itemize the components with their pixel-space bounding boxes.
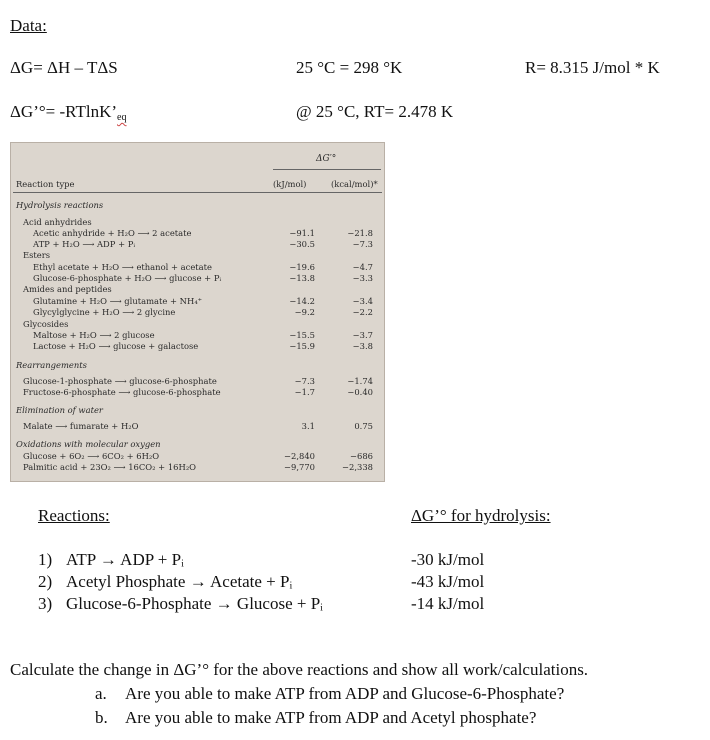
table-row-label: ATP + H₂O ⟶ ADP + Pᵢ (33, 239, 136, 249)
reaction-equation: Glucose-6-Phosphate → Glucose + Pᵢ (66, 594, 323, 613)
table-row-kcal: −686 (349, 451, 373, 461)
table-row-kj: 3.1 (301, 421, 315, 431)
table-row-label: Palmitic acid + 23O₂ ⟶ 16CO₂ + 16H₂O (23, 462, 197, 472)
table-header-rule (273, 169, 381, 170)
table-row-kcal: −3.8 (352, 341, 373, 351)
table-row-label: Hydrolysis reactions (16, 200, 104, 210)
reaction-number: 3) (38, 594, 53, 613)
table-row-kj: −1.7 (294, 387, 315, 397)
table-row-label: Amides and peptides (23, 284, 112, 294)
reaction-number: 1) (38, 550, 53, 569)
table-row-label: Glycylglycine + H₂O ⟶ 2 glycine (33, 307, 176, 317)
equilibrium-subscript: eq (117, 112, 127, 123)
table-row-kj: −15.5 (289, 330, 315, 340)
reaction-dg-value: -14 kJ/mol (411, 594, 485, 613)
table-row-kcal: −2.2 (352, 307, 373, 317)
table-row-kcal: −3.4 (352, 296, 373, 306)
table-row-kcal: −4.7 (352, 262, 373, 272)
table-row-kj: −30.5 (289, 239, 315, 249)
table-col-type: Reaction type (16, 179, 75, 189)
table-row-kj: −2,840 (284, 451, 315, 461)
table-row-kcal: −3.7 (352, 330, 373, 340)
table-row-kcal: −2,338 (342, 462, 373, 472)
reaction-item (38, 550, 184, 570)
table-col-kcal: (kcal/mol)* (331, 179, 378, 189)
question-label: a. (95, 684, 107, 703)
reaction-equation: Acetyl Phosphate → Acetate + Pᵢ (66, 572, 293, 591)
reaction-item (38, 594, 323, 614)
table-row-label: Acid anhydrides (23, 217, 92, 227)
equilibrium-equation-main: ΔG’°= -RTlnK’ (10, 102, 118, 121)
table-dg-header: ΔG′° (316, 154, 337, 164)
reaction-number: 2) (38, 572, 53, 591)
table-row-kj: −9.2 (294, 307, 315, 317)
reaction-dg-value: -30 kJ/mol (411, 550, 485, 569)
table-row-label: Glucose + 6O₂ ⟶ 6CO₂ + 6H₂O (23, 451, 160, 461)
table-row-kj: −91.1 (289, 228, 315, 238)
reaction-equation: ATP → ADP + Pᵢ (66, 550, 184, 569)
table-row-label: Elimination of water (16, 405, 103, 415)
table-row-label: Lactose + H₂O ⟶ glucose + galactose (33, 341, 199, 351)
gibbs-equation: ΔG= ΔH – TΔS (10, 58, 118, 77)
table-row-kcal: 0.75 (354, 421, 373, 431)
table-row-kcal: −3.3 (352, 273, 373, 283)
table-row-label: Oxidations with molecular oxygen (16, 439, 161, 449)
table-row-label: Glucose-6-phosphate + H₂O ⟶ glucose + Pᵢ (33, 273, 222, 283)
table-top-rule (13, 192, 382, 193)
rt-value: @ 25 °C, RT= 2.478 K (296, 102, 454, 121)
temperature-conversion: 25 °C = 298 °K (296, 58, 403, 77)
table-row-label: Acetic anhydride + H₂O ⟶ 2 acetate (33, 228, 192, 238)
hydrolysis-heading: ΔG’° for hydrolysis: (411, 506, 551, 525)
data-heading: Data: (10, 16, 47, 35)
table-row-kcal: −1.74 (347, 376, 373, 386)
free-energy-table-scan (10, 142, 385, 482)
table-row-kj: −15.9 (289, 341, 315, 351)
table-row-label: Maltose + H₂O ⟶ 2 glucose (33, 330, 155, 340)
question-text: Are you able to make ATP from ADP and Acetyl phosphate? (125, 708, 537, 727)
table-row-label: Esters (23, 250, 51, 260)
question-item (95, 684, 564, 704)
reaction-item (38, 572, 292, 592)
table-row-label: Glucose-1-phosphate ⟶ glucose-6-phosphate (23, 376, 217, 386)
question-label: b. (95, 708, 108, 727)
gas-constant: R= 8.315 J/mol * K (525, 58, 660, 77)
table-row-label: Rearrangements (16, 360, 87, 370)
table-row-label: Malate ⟶ fumarate + H₂O (23, 421, 139, 431)
table-row-kj: −7.3 (294, 376, 315, 386)
table-row-kj: −19.6 (289, 262, 315, 272)
table-row-label: Ethyl acetate + H₂O ⟶ ethanol + acetate (33, 262, 212, 272)
table-row-kj: −13.8 (289, 273, 315, 283)
reaction-dg-value: -43 kJ/mol (411, 572, 485, 591)
table-row-label: Glutamine + H₂O ⟶ glutamate + NH₄⁺ (33, 296, 203, 306)
table-col-kj: (kJ/mol) (273, 179, 307, 189)
table-row-kcal: −7.3 (352, 239, 373, 249)
table-row-kcal: −0.40 (347, 387, 373, 397)
table-row-kj: −14.2 (289, 296, 315, 306)
question-item (95, 708, 536, 728)
reactions-heading: Reactions: (38, 506, 110, 525)
table-row-kj: −9,770 (284, 462, 315, 472)
table-row-label: Glycosides (23, 319, 69, 329)
equilibrium-equation (10, 102, 126, 122)
instruction: Calculate the change in ΔG’° for the above reactions and show all work/calculations. (10, 660, 589, 679)
question-text: Are you able to make ATP from ADP and Glucose-6-Phosphate? (125, 684, 565, 703)
table-row-kcal: −21.8 (347, 228, 373, 238)
table-row-label: Fructose-6-phosphate ⟶ glucose-6-phosphate (23, 387, 221, 397)
